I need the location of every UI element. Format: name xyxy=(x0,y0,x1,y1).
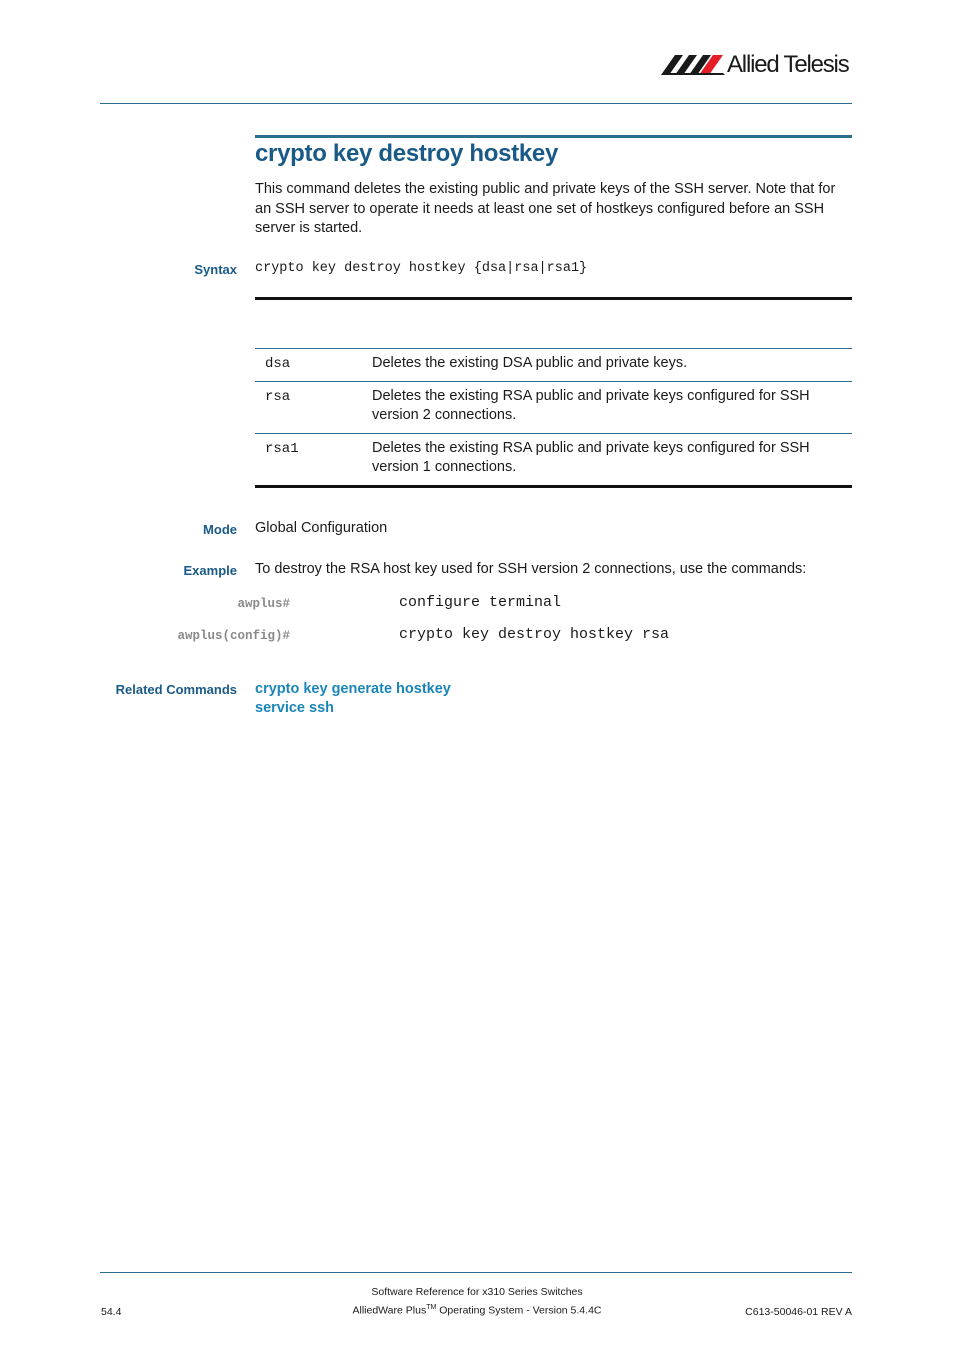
example-command-line xyxy=(237,594,755,614)
trademark-mark: TM xyxy=(426,1304,437,1311)
parameter-description: Deletes the existing RSA public and private keys configured for SSH version 1 connections. xyxy=(372,439,810,475)
cli-command: configure terminal xyxy=(399,594,562,611)
mode-value: Global Configuration xyxy=(255,520,388,536)
logo-text: Allied Telesis xyxy=(727,51,849,78)
title-divider xyxy=(255,135,852,138)
footer-title: Software Reference for x310 Series Switches xyxy=(371,1286,583,1298)
parameter-name: rsa xyxy=(265,388,291,405)
table-row xyxy=(255,433,852,485)
related-command-link[interactable]: crypto key generate hostkey xyxy=(255,681,451,697)
allied-telesis-logo xyxy=(661,52,853,78)
parameter-name: dsa xyxy=(265,356,291,372)
parameter-description: Deletes the existing RSA public and private keys configured for SSH version 2 connections. xyxy=(372,387,810,423)
cli-prompt: awplus(config)# xyxy=(177,629,290,643)
command-description: This command deletes the existing public and private keys of the SSH server. Note that for an SSH server to operate it needs at least one set of hostkeys configured before an SSH server is started. xyxy=(255,181,836,236)
logo-mark-icon xyxy=(661,54,725,76)
example-command-line xyxy=(177,626,755,646)
footer-divider xyxy=(100,1272,852,1273)
cli-prompt: awplus# xyxy=(237,597,290,611)
example-intro: To destroy the RSA host key used for SSH version 2 connections, use the commands: xyxy=(255,561,807,577)
table-row xyxy=(255,348,852,381)
mode-label: Mode xyxy=(203,522,237,537)
syntax-divider xyxy=(255,297,852,300)
page-number: 54.4 xyxy=(101,1306,122,1318)
header-divider xyxy=(100,103,852,104)
related-commands-list xyxy=(255,680,451,718)
related-commands-label: Related Commands xyxy=(115,682,237,697)
cli-command: crypto key destroy hostkey rsa xyxy=(399,626,670,643)
footer-version-text: Operating System - Version 5.4.4C xyxy=(436,1304,602,1317)
page-title: crypto key destroy hostkey xyxy=(255,140,558,167)
example-label: Example xyxy=(183,563,237,578)
parameter-name: rsa1 xyxy=(265,440,299,457)
table-row xyxy=(255,381,852,433)
related-command-link[interactable]: service ssh xyxy=(255,700,335,716)
document-id: C613-50046-01 REV A xyxy=(745,1306,852,1318)
parameter-description: Deletes the existing DSA public and private keys. xyxy=(372,355,688,371)
syntax-text: crypto key destroy hostkey {dsa|rsa|rsa1} xyxy=(255,261,588,276)
parameter-table xyxy=(255,348,852,485)
table-bottom-divider xyxy=(255,485,852,488)
syntax-label: Syntax xyxy=(194,262,237,277)
footer-product: AlliedWare Plus xyxy=(352,1304,427,1317)
